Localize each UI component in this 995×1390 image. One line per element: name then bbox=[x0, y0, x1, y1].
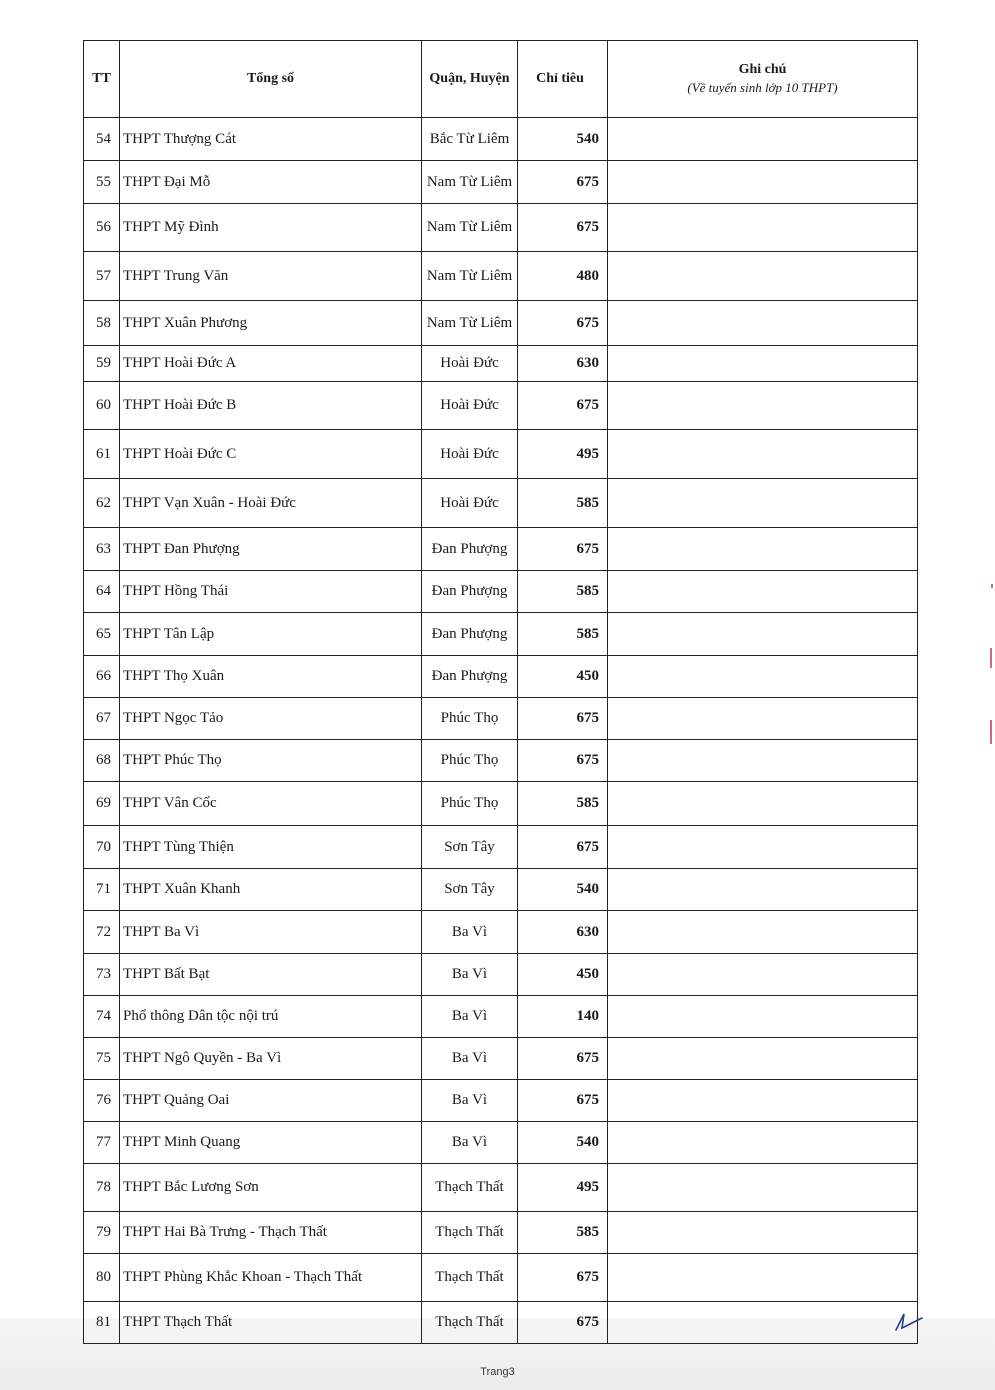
row-school-name-cell: THPT Vân Cốc bbox=[120, 782, 422, 826]
header-district: Quận, Huyện bbox=[422, 41, 518, 118]
table-row bbox=[84, 613, 918, 656]
row-tt-cell: 79 bbox=[84, 1212, 120, 1254]
table-row bbox=[84, 430, 918, 479]
row-tt-cell: 68 bbox=[84, 740, 120, 782]
page-footer: Trang3 bbox=[480, 1366, 515, 1378]
row-tt-cell: 70 bbox=[84, 826, 120, 869]
row-tt-cell: 69 bbox=[84, 782, 120, 826]
row-district-cell: Phúc Thọ bbox=[422, 782, 518, 826]
row-tt-cell: 80 bbox=[84, 1254, 120, 1302]
header-note-subtitle: (Về tuyển sinh lớp 10 THPT) bbox=[687, 80, 838, 95]
table-row bbox=[84, 954, 918, 996]
row-tt-cell: 66 bbox=[84, 656, 120, 698]
row-district-cell: Sơn Tây bbox=[422, 869, 518, 911]
row-tt-cell: 61 bbox=[84, 430, 120, 479]
quota-table bbox=[83, 40, 918, 1344]
row-tt-cell: 58 bbox=[84, 301, 120, 346]
row-district-cell: Nam Từ Liêm bbox=[422, 252, 518, 301]
row-quota-cell: 585 bbox=[518, 782, 608, 826]
table-row bbox=[84, 479, 918, 528]
row-school-name-cell: THPT Thượng Cát bbox=[120, 118, 422, 161]
table-row bbox=[84, 911, 918, 954]
row-note-cell bbox=[608, 1122, 918, 1164]
table-row bbox=[84, 1254, 918, 1302]
row-note-cell bbox=[608, 252, 918, 301]
table-row bbox=[84, 826, 918, 869]
row-note-cell bbox=[608, 826, 918, 869]
row-district-cell: Nam Từ Liêm bbox=[422, 301, 518, 346]
row-note-cell bbox=[608, 382, 918, 430]
row-school-name-cell: THPT Hoài Đức A bbox=[120, 346, 422, 382]
row-quota-cell: 675 bbox=[518, 382, 608, 430]
row-school-name-cell: THPT Quảng Oai bbox=[120, 1080, 422, 1122]
row-tt-cell: 75 bbox=[84, 1038, 120, 1080]
row-district-cell: Ba Vì bbox=[422, 1080, 518, 1122]
row-school-name-cell: THPT Đại Mỗ bbox=[120, 161, 422, 204]
row-quota-cell: 450 bbox=[518, 656, 608, 698]
row-quota-cell: 630 bbox=[518, 346, 608, 382]
row-note-cell bbox=[608, 1164, 918, 1212]
row-school-name-cell: THPT Tùng Thiện bbox=[120, 826, 422, 869]
table-row bbox=[84, 204, 918, 252]
row-district-cell: Đan Phượng bbox=[422, 571, 518, 613]
table-row bbox=[84, 1080, 918, 1122]
table-row bbox=[84, 1212, 918, 1254]
row-quota-cell: 140 bbox=[518, 996, 608, 1038]
row-district-cell: Ba Vì bbox=[422, 954, 518, 996]
row-quota-cell: 675 bbox=[518, 698, 608, 740]
table-row bbox=[84, 346, 918, 382]
row-district-cell: Ba Vì bbox=[422, 996, 518, 1038]
table-row bbox=[84, 301, 918, 346]
row-quota-cell: 675 bbox=[518, 1080, 608, 1122]
row-district-cell: Phúc Thọ bbox=[422, 740, 518, 782]
row-tt-cell: 54 bbox=[84, 118, 120, 161]
row-note-cell bbox=[608, 740, 918, 782]
table-row bbox=[84, 996, 918, 1038]
row-school-name-cell: THPT Ngô Quyền - Ba Vì bbox=[120, 1038, 422, 1080]
row-district-cell: Ba Vì bbox=[422, 1122, 518, 1164]
row-tt-cell: 65 bbox=[84, 613, 120, 656]
row-quota-cell: 495 bbox=[518, 1164, 608, 1212]
row-district-cell: Ba Vì bbox=[422, 1038, 518, 1080]
row-school-name-cell: THPT Hoài Đức C bbox=[120, 430, 422, 479]
row-note-cell bbox=[608, 1302, 918, 1344]
row-quota-cell: 630 bbox=[518, 911, 608, 954]
table-row bbox=[84, 118, 918, 161]
row-note-cell bbox=[608, 1080, 918, 1122]
row-tt-cell: 67 bbox=[84, 698, 120, 740]
row-quota-cell: 480 bbox=[518, 252, 608, 301]
row-tt-cell: 60 bbox=[84, 382, 120, 430]
row-school-name-cell: THPT Minh Quang bbox=[120, 1122, 422, 1164]
row-school-name-cell: THPT Xuân Khanh bbox=[120, 869, 422, 911]
row-quota-cell: 675 bbox=[518, 301, 608, 346]
row-quota-cell: 675 bbox=[518, 740, 608, 782]
row-note-cell bbox=[608, 911, 918, 954]
row-school-name-cell: THPT Đan Phượng bbox=[120, 528, 422, 571]
row-note-cell bbox=[608, 204, 918, 252]
row-school-name-cell: THPT Phúc Thọ bbox=[120, 740, 422, 782]
row-school-name-cell: THPT Xuân Phương bbox=[120, 301, 422, 346]
table-row bbox=[84, 571, 918, 613]
row-note-cell bbox=[608, 430, 918, 479]
row-tt-cell: 76 bbox=[84, 1080, 120, 1122]
row-note-cell bbox=[608, 118, 918, 161]
table-row bbox=[84, 252, 918, 301]
row-district-cell: Hoài Đức bbox=[422, 346, 518, 382]
table-row bbox=[84, 161, 918, 204]
row-district-cell: Bắc Từ Liêm bbox=[422, 118, 518, 161]
row-quota-cell: 585 bbox=[518, 571, 608, 613]
row-district-cell: Nam Từ Liêm bbox=[422, 161, 518, 204]
table-row bbox=[84, 1302, 918, 1344]
row-school-name-cell: THPT Mỹ Đình bbox=[120, 204, 422, 252]
row-note-cell bbox=[608, 571, 918, 613]
row-district-cell: Thạch Thất bbox=[422, 1164, 518, 1212]
row-tt-cell: 64 bbox=[84, 571, 120, 613]
row-district-cell: Sơn Tây bbox=[422, 826, 518, 869]
table-row bbox=[84, 382, 918, 430]
row-quota-cell: 675 bbox=[518, 161, 608, 204]
row-school-name-cell: THPT Vạn Xuân - Hoài Đức bbox=[120, 479, 422, 528]
row-tt-cell: 81 bbox=[84, 1302, 120, 1344]
row-tt-cell: 63 bbox=[84, 528, 120, 571]
row-school-name-cell: THPT Thạch Thất bbox=[120, 1302, 422, 1344]
row-quota-cell: 675 bbox=[518, 1254, 608, 1302]
row-tt-cell: 78 bbox=[84, 1164, 120, 1212]
row-school-name-cell: THPT Phùng Khắc Khoan - Thạch Thất bbox=[120, 1254, 422, 1302]
row-school-name-cell: THPT Hai Bà Trưng - Thạch Thất bbox=[120, 1212, 422, 1254]
row-quota-cell: 540 bbox=[518, 1122, 608, 1164]
row-tt-cell: 71 bbox=[84, 869, 120, 911]
row-tt-cell: 77 bbox=[84, 1122, 120, 1164]
row-note-cell bbox=[608, 1254, 918, 1302]
row-tt-cell: 72 bbox=[84, 911, 120, 954]
row-tt-cell: 57 bbox=[84, 252, 120, 301]
row-district-cell: Hoài Đức bbox=[422, 382, 518, 430]
row-note-cell bbox=[608, 346, 918, 382]
table-row bbox=[84, 1038, 918, 1080]
row-note-cell bbox=[608, 161, 918, 204]
row-district-cell: Đan Phượng bbox=[422, 656, 518, 698]
row-school-name-cell: THPT Bất Bạt bbox=[120, 954, 422, 996]
row-note-cell bbox=[608, 656, 918, 698]
row-tt-cell: 55 bbox=[84, 161, 120, 204]
row-district-cell: Thạch Thất bbox=[422, 1254, 518, 1302]
table-row bbox=[84, 869, 918, 911]
row-quota-cell: 675 bbox=[518, 1038, 608, 1080]
row-district-cell: Nam Từ Liêm bbox=[422, 204, 518, 252]
margin-stamp-marks bbox=[985, 580, 995, 750]
row-district-cell: Hoài Đức bbox=[422, 430, 518, 479]
row-quota-cell: 675 bbox=[518, 204, 608, 252]
row-district-cell: Thạch Thất bbox=[422, 1212, 518, 1254]
table-row bbox=[84, 1164, 918, 1212]
row-school-name-cell: THPT Tân Lập bbox=[120, 613, 422, 656]
row-quota-cell: 675 bbox=[518, 528, 608, 571]
row-quota-cell: 585 bbox=[518, 613, 608, 656]
row-note-cell bbox=[608, 301, 918, 346]
table-row bbox=[84, 1122, 918, 1164]
header-name: Tổng số bbox=[120, 41, 422, 118]
row-school-name-cell: Phổ thông Dân tộc nội trú bbox=[120, 996, 422, 1038]
row-note-cell bbox=[608, 1038, 918, 1080]
row-tt-cell: 62 bbox=[84, 479, 120, 528]
row-school-name-cell: THPT Trung Văn bbox=[120, 252, 422, 301]
row-quota-cell: 450 bbox=[518, 954, 608, 996]
row-note-cell bbox=[608, 954, 918, 996]
table-row bbox=[84, 656, 918, 698]
row-quota-cell: 495 bbox=[518, 430, 608, 479]
header-tt: TT bbox=[84, 41, 120, 118]
row-district-cell: Hoài Đức bbox=[422, 479, 518, 528]
row-note-cell bbox=[608, 698, 918, 740]
row-school-name-cell: THPT Thọ Xuân bbox=[120, 656, 422, 698]
row-quota-cell: 540 bbox=[518, 118, 608, 161]
row-note-cell bbox=[608, 782, 918, 826]
row-note-cell bbox=[608, 613, 918, 656]
row-note-cell bbox=[608, 1212, 918, 1254]
row-note-cell bbox=[608, 869, 918, 911]
row-district-cell: Đan Phượng bbox=[422, 613, 518, 656]
row-quota-cell: 675 bbox=[518, 1302, 608, 1344]
signature-mark bbox=[892, 1308, 926, 1334]
row-school-name-cell: THPT Bắc Lương Sơn bbox=[120, 1164, 422, 1212]
row-note-cell bbox=[608, 528, 918, 571]
row-tt-cell: 56 bbox=[84, 204, 120, 252]
row-note-cell bbox=[608, 996, 918, 1038]
row-school-name-cell: THPT Hồng Thái bbox=[120, 571, 422, 613]
table-row bbox=[84, 698, 918, 740]
table-row bbox=[84, 740, 918, 782]
row-school-name-cell: THPT Hoài Đức B bbox=[120, 382, 422, 430]
header-quota: Chỉ tiêu bbox=[518, 41, 608, 118]
header-row bbox=[84, 41, 918, 118]
row-note-cell bbox=[608, 479, 918, 528]
row-district-cell: Ba Vì bbox=[422, 911, 518, 954]
row-quota-cell: 675 bbox=[518, 826, 608, 869]
row-quota-cell: 540 bbox=[518, 869, 608, 911]
row-quota-cell: 585 bbox=[518, 1212, 608, 1254]
table-row bbox=[84, 528, 918, 571]
row-district-cell: Đan Phượng bbox=[422, 528, 518, 571]
row-tt-cell: 74 bbox=[84, 996, 120, 1038]
row-school-name-cell: THPT Ba Vì bbox=[120, 911, 422, 954]
row-tt-cell: 73 bbox=[84, 954, 120, 996]
row-school-name-cell: THPT Ngọc Tảo bbox=[120, 698, 422, 740]
header-note-title: Ghi chú bbox=[738, 62, 787, 77]
row-district-cell: Thạch Thất bbox=[422, 1302, 518, 1344]
header-note bbox=[608, 41, 918, 118]
table-row bbox=[84, 782, 918, 826]
row-quota-cell: 585 bbox=[518, 479, 608, 528]
row-district-cell: Phúc Thọ bbox=[422, 698, 518, 740]
row-tt-cell: 59 bbox=[84, 346, 120, 382]
table-body bbox=[84, 118, 918, 1344]
